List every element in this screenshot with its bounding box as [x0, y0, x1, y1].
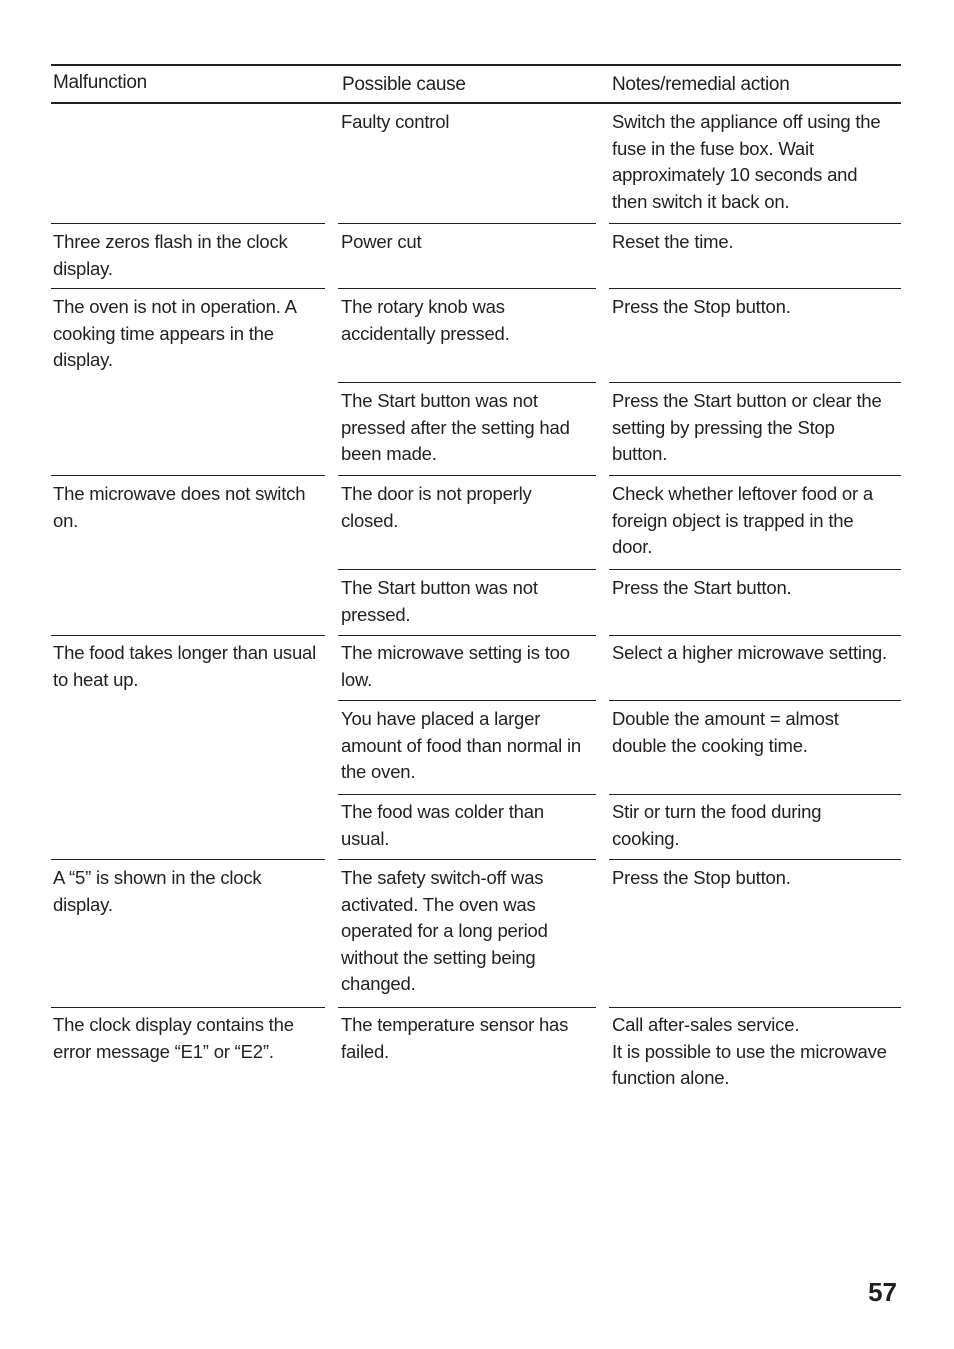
- row-divider: [338, 1007, 596, 1008]
- row-divider: [609, 859, 901, 860]
- row-9-cause: The safety switch-off was activated. The oven was operated for a long period without the setting being changed.: [341, 867, 548, 994]
- table-top-rule: [51, 64, 901, 66]
- row-10-cause: The temperature sensor has failed.: [341, 1014, 569, 1062]
- header-malfunction: Malfunction: [53, 72, 147, 93]
- row-divider: [338, 475, 596, 476]
- row-3-cause: The Start button was not pressed after the setting had been made.: [341, 390, 570, 464]
- row-divider: [609, 635, 901, 636]
- row-divider: [338, 569, 596, 570]
- row-divider: [609, 223, 901, 224]
- row-0-action: Switch the appliance off using the fuse in the fuse box. Wait approximately 10 seconds and then switch it back on.: [612, 111, 881, 212]
- row-6-action: Select a higher microwave setting.: [612, 642, 887, 663]
- row-7-cause: You have placed a larger amount of food than normal in the oven.: [341, 708, 581, 782]
- row-divider: [609, 569, 901, 570]
- row-divider: [51, 635, 325, 636]
- row-divider: [609, 475, 901, 476]
- row-1-action: Reset the time.: [612, 231, 734, 252]
- row-divider: [51, 1007, 325, 1008]
- header-remedial-action: Notes/remedial action: [612, 74, 790, 95]
- row-2-action: Press the Stop button.: [612, 296, 791, 317]
- row-10-action: Call after-sales service. It is possible to use the microwave function alone.: [612, 1014, 887, 1088]
- row-9-malfunction: A “5” is shown in the clock display.: [53, 867, 262, 915]
- row-8-cause: The food was colder than usual.: [341, 801, 544, 849]
- row-8-action: Stir or turn the food during cooking.: [612, 801, 822, 849]
- row-2-malfunction: The oven is not in operation. A cooking time appears in the display.: [53, 296, 297, 370]
- row-divider: [609, 288, 901, 289]
- row-divider: [609, 1007, 901, 1008]
- row-0-cause: Faulty control: [341, 111, 450, 132]
- row-divider: [609, 794, 901, 795]
- row-10-malfunction: The clock display contains the error message “E1” or “E2”.: [53, 1014, 294, 1062]
- header-bottom-rule: [51, 102, 901, 104]
- header-possible-cause: Possible cause: [342, 74, 466, 95]
- row-divider: [51, 288, 325, 289]
- row-9-action: Press the Stop button.: [612, 867, 791, 888]
- row-divider: [338, 223, 596, 224]
- row-1-cause: Power cut: [341, 231, 422, 252]
- row-divider: [609, 382, 901, 383]
- row-divider: [338, 288, 596, 289]
- row-divider: [51, 475, 325, 476]
- row-divider: [51, 223, 325, 224]
- row-5-cause: The Start button was not pressed.: [341, 577, 538, 625]
- row-2-cause: The rotary knob was accidentally pressed.: [341, 296, 510, 344]
- row-4-action: Check whether leftover food or a foreign object is trapped in the door.: [612, 483, 873, 557]
- row-divider: [338, 794, 596, 795]
- row-divider: [338, 859, 596, 860]
- row-5-action: Press the Start button.: [612, 577, 792, 598]
- row-4-cause: The door is not properly closed.: [341, 483, 532, 531]
- row-6-malfunction: The food takes longer than usual to heat up.: [53, 642, 317, 690]
- row-7-action: Double the amount = almost double the cooking time.: [612, 708, 839, 756]
- row-3-action: Press the Start button or clear the setting by pressing the Stop button.: [612, 390, 882, 464]
- row-divider: [51, 859, 325, 860]
- row-6-cause: The microwave setting is too low.: [341, 642, 570, 690]
- row-divider: [338, 382, 596, 383]
- row-4-malfunction: The microwave does not switch on.: [53, 483, 306, 531]
- row-divider: [338, 635, 596, 636]
- row-divider: [609, 700, 901, 701]
- row-1-malfunction: Three zeros flash in the clock display.: [53, 231, 288, 279]
- row-divider: [338, 700, 596, 701]
- page-number: 57: [868, 1277, 897, 1307]
